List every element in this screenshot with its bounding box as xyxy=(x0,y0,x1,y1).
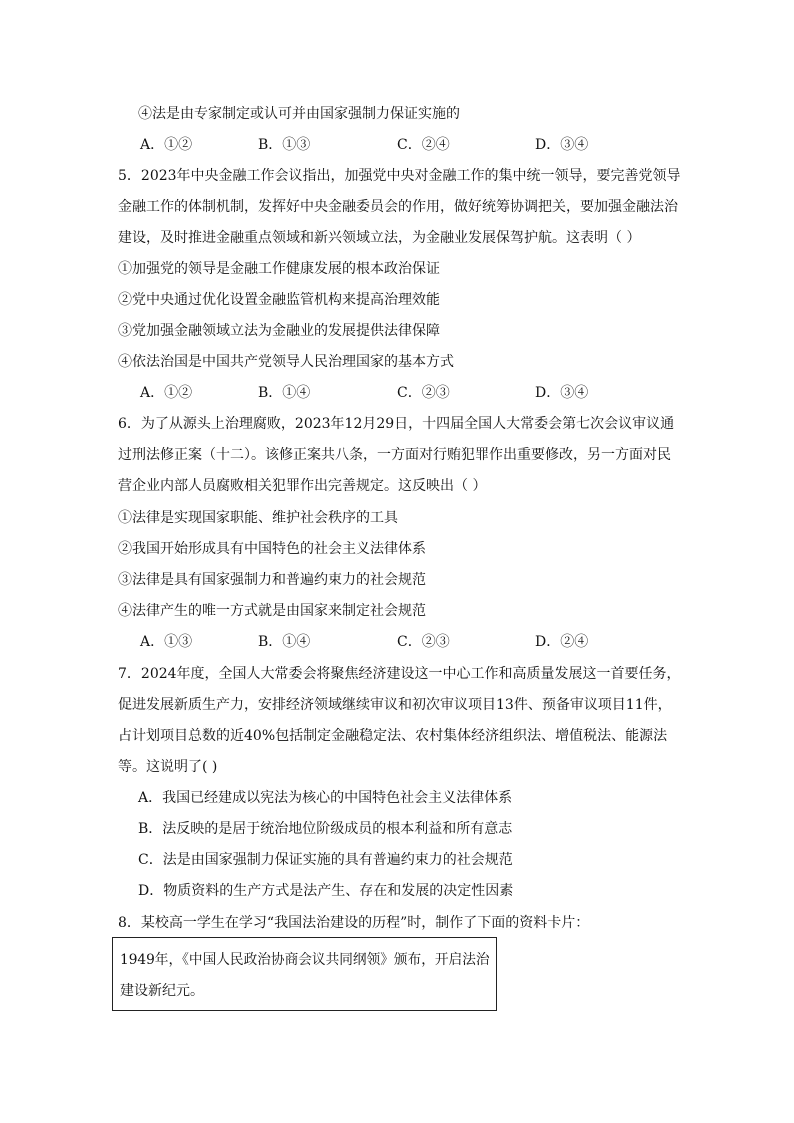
q5-stem-line-1: 5．2023年中央金融工作会议指出，加强党中央对金融工作的集中统一领导，要完善党领导 xyxy=(118,168,681,184)
q5-option-d: D．③④ xyxy=(535,385,589,401)
q4-option-b: B．①③ xyxy=(258,137,311,153)
q6-option-b: B．①④ xyxy=(258,634,311,650)
q6-stem-line-2: 过刑法修正案（十二）。该修正案共八条，一方面对行贿犯罪作出重要修改，另一方面对民 xyxy=(118,447,671,463)
q5-option-b: B．①④ xyxy=(258,385,311,401)
q5-item-3: ③党加强金融领域立法为金融业的发展提供法律保障 xyxy=(118,323,440,339)
q6-item-4: ④法律产生的唯一方式就是由国家来制定社会规范 xyxy=(118,603,426,619)
q4-option-c: C．②④ xyxy=(397,137,450,153)
q7-option-a: A．我国已经建成以宪法为核心的中国特色社会主义法律体系 xyxy=(138,790,513,806)
q7-option-c: C．法是由国家强制力保证实施的具有普遍约束力的社会规范 xyxy=(138,852,513,868)
q8-stem: 8．某校高一学生在学习“我国法治建设的历程”时，制作了下面的资料卡片： xyxy=(118,915,590,931)
q6-stem-line-1: 6．为了从源头上治理腐败，2023年12月29日，十四届全国人大常委会第七次会议审议通 xyxy=(118,416,675,432)
q5-stem-line-2: 金融工作的体制机制，发挥好中央金融委员会的作用，做好统筹协调把关，要加强金融法治 xyxy=(118,199,678,215)
q6-option-c: C．②③ xyxy=(397,634,450,650)
q7-option-d: D．物质资料的生产方式是法产生、存在和发展的决定性因素 xyxy=(138,883,514,899)
q5-option-c: C．②③ xyxy=(397,385,450,401)
q6-stem-line-3: 营企业内部人员腐败相关犯罪作出完善规定。这反映出（ ） xyxy=(118,478,487,494)
q6-option-a: A．①③ xyxy=(140,634,193,650)
q5-option-a: A．①② xyxy=(140,385,193,401)
q6-option-d: D．②④ xyxy=(535,634,589,650)
q8-material-card xyxy=(112,937,497,1011)
q7-stem-line-4: 等。这说明了( ) xyxy=(118,759,218,775)
q7-stem-line-1: 7．2024年度，全国人大常委会将聚焦经济建设这一中心工作和高质量发展这一首要任务， xyxy=(118,666,681,682)
q8-card-line-2: 建设新纪元。 xyxy=(120,983,204,999)
q5-item-2: ②党中央通过优化设置金融监管机构来提高治理效能 xyxy=(118,292,440,308)
q7-option-b: B．法反映的是居于统治地位阶级成员的根本利益和所有意志 xyxy=(138,821,513,837)
q6-item-1: ①法律是实现国家职能、维护社会秩序的工具 xyxy=(118,510,398,526)
q5-item-1: ①加强党的领导是金融工作健康发展的根本政治保证 xyxy=(118,261,440,277)
q4-item-4: ④法是由专家制定或认可并由国家强制力保证实施的 xyxy=(138,106,460,122)
q8-card-line-1: 1949年，《中国人民政治协商会议共同纲领》颁布，开启法治 xyxy=(120,952,490,968)
q5-stem-line-3: 建设，及时推进金融重点领域和新兴领域立法，为金融业发展保驾护航。这表明（ ） xyxy=(118,230,641,246)
q5-item-4: ④依法治国是中国共产党领导人民治理国家的基本方式 xyxy=(118,354,454,370)
q6-item-2: ②我国开始形成具有中国特色的社会主义法律体系 xyxy=(118,541,426,557)
q7-stem-line-2: 促进发展新质生产力，安排经济领域继续审议和初次审议项目13件、预备审议项目11件， xyxy=(118,697,672,713)
q7-stem-line-3: 占计划项目总数的近40%包括制定金融稳定法、农村集体经济组织法、增值税法、能源法 xyxy=(118,728,668,744)
q4-option-a: A．①② xyxy=(140,137,193,153)
q4-option-d: D．③④ xyxy=(535,137,589,153)
q6-item-3: ③法律是具有国家强制力和普遍约束力的社会规范 xyxy=(118,572,426,588)
